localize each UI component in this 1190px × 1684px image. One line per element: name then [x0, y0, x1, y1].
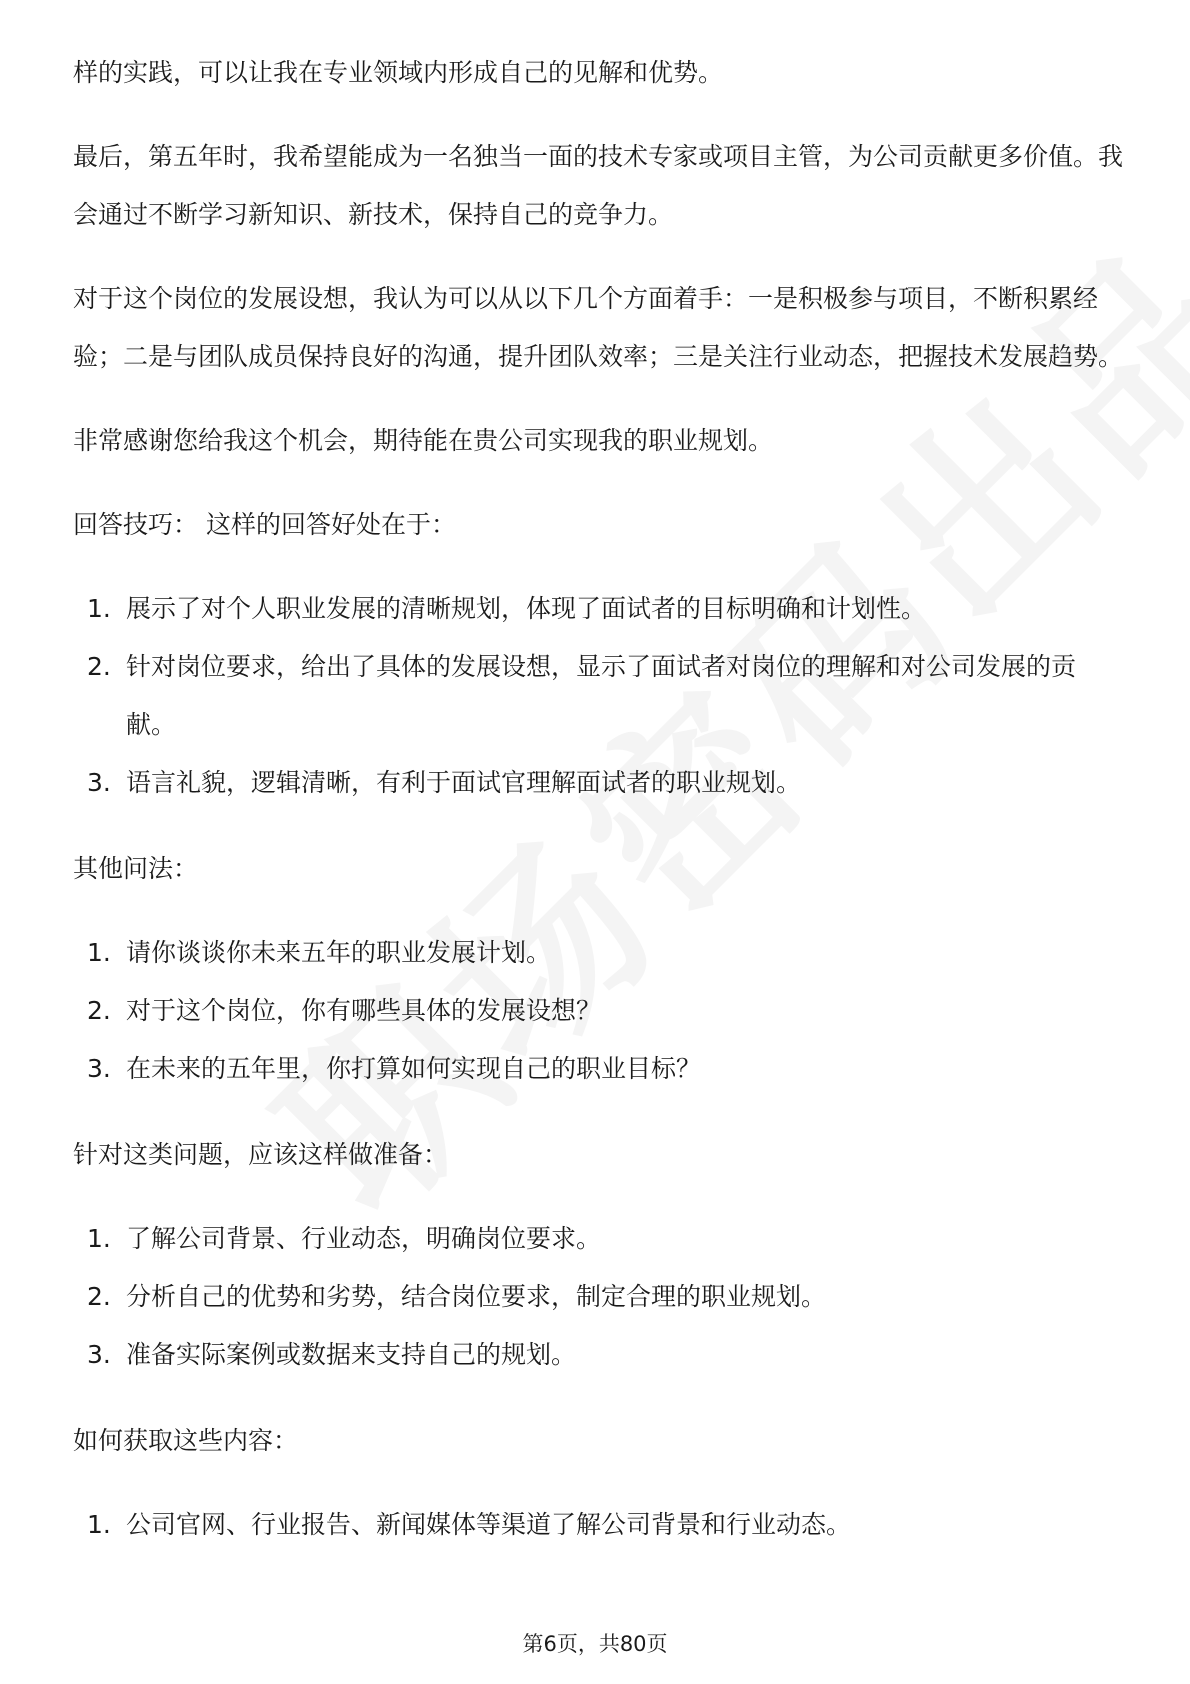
list-number: 3.: [87, 1340, 111, 1369]
list-item: [73, 1496, 1123, 1554]
list-item: [73, 638, 1123, 754]
list-item-text: 展示了对个人职业发展的清晰规划，体现了面试者的目标明确和计划性。: [126, 594, 927, 623]
page-content: [73, 44, 1123, 1582]
section-heading-tips: 回答技巧： 这样的回答好处在于：: [73, 510, 456, 539]
list-item: [73, 924, 1123, 982]
preparation-list: [73, 1210, 1123, 1384]
list-item: [73, 754, 1123, 812]
other-questions-list: [73, 924, 1123, 1098]
tips-list: [73, 580, 1123, 812]
list-number: 2.: [87, 996, 111, 1025]
list-number: 1.: [87, 938, 111, 967]
list-number: 1.: [87, 594, 111, 623]
list-item: [73, 1040, 1123, 1098]
paragraph: 样的实践，可以让我在专业领域内形成自己的见解和优势。: [73, 58, 724, 87]
paragraph: 对于这个岗位的发展设想，我认为可以从以下几个方面着手：一是积极参与项目，不断积累经验；二是与团队成员保持良好的沟通，提升团队效率；三是关注行业动态，把握技术发展趋势。: [73, 284, 1124, 371]
list-number: 2.: [87, 1282, 111, 1311]
list-item-text: 针对岗位要求，给出了具体的发展设想，显示了面试者对岗位的理解和对公司发展的贡献。: [126, 652, 1077, 739]
section-heading-sources: 如何获取这些内容：: [73, 1426, 299, 1455]
list-item-text: 分析自己的优势和劣势，结合岗位要求，制定合理的职业规划。: [126, 1282, 827, 1311]
list-number: 2.: [87, 652, 111, 681]
list-item-text: 语言礼貌，逻辑清晰，有利于面试官理解面试者的职业规划。: [126, 768, 802, 797]
list-item-text: 公司官网、行业报告、新闻媒体等渠道了解公司背景和行业动态。: [126, 1510, 852, 1539]
list-item: [73, 1210, 1123, 1268]
list-number: 3.: [87, 768, 111, 797]
list-number: 1.: [87, 1510, 111, 1539]
list-item-text: 了解公司背景、行业动态，明确岗位要求。: [126, 1224, 602, 1253]
list-number: 1.: [87, 1224, 111, 1253]
list-item-text: 请你谈谈你未来五年的职业发展计划。: [126, 938, 552, 967]
list-item-text: 在未来的五年里，你打算如何实现自己的职业目标？: [126, 1054, 702, 1083]
sources-list: [73, 1496, 1123, 1554]
paragraph: 非常感谢您给我这个机会，期待能在贵公司实现我的职业规划。: [73, 426, 774, 455]
page-number: 第6页，共80页: [522, 1632, 668, 1656]
list-item: [73, 580, 1123, 638]
section-heading-other-questions: 其他问法：: [73, 854, 199, 883]
list-item-text: 对于这个岗位，你有哪些具体的发展设想？: [126, 996, 602, 1025]
list-number: 3.: [87, 1054, 111, 1083]
section-heading-preparation: 针对这类问题，应该这样做准备：: [73, 1140, 449, 1169]
paragraph: 最后，第五年时，我希望能成为一名独当一面的技术专家或项目主管，为公司贡献更多价值。我会通过不断学习新知识、新技术，保持自己的竞争力。: [73, 142, 1124, 229]
list-item: [73, 1326, 1123, 1384]
list-item: [73, 1268, 1123, 1326]
list-item: [73, 982, 1123, 1040]
list-item-text: 准备实际案例或数据来支持自己的规划。: [126, 1340, 577, 1369]
